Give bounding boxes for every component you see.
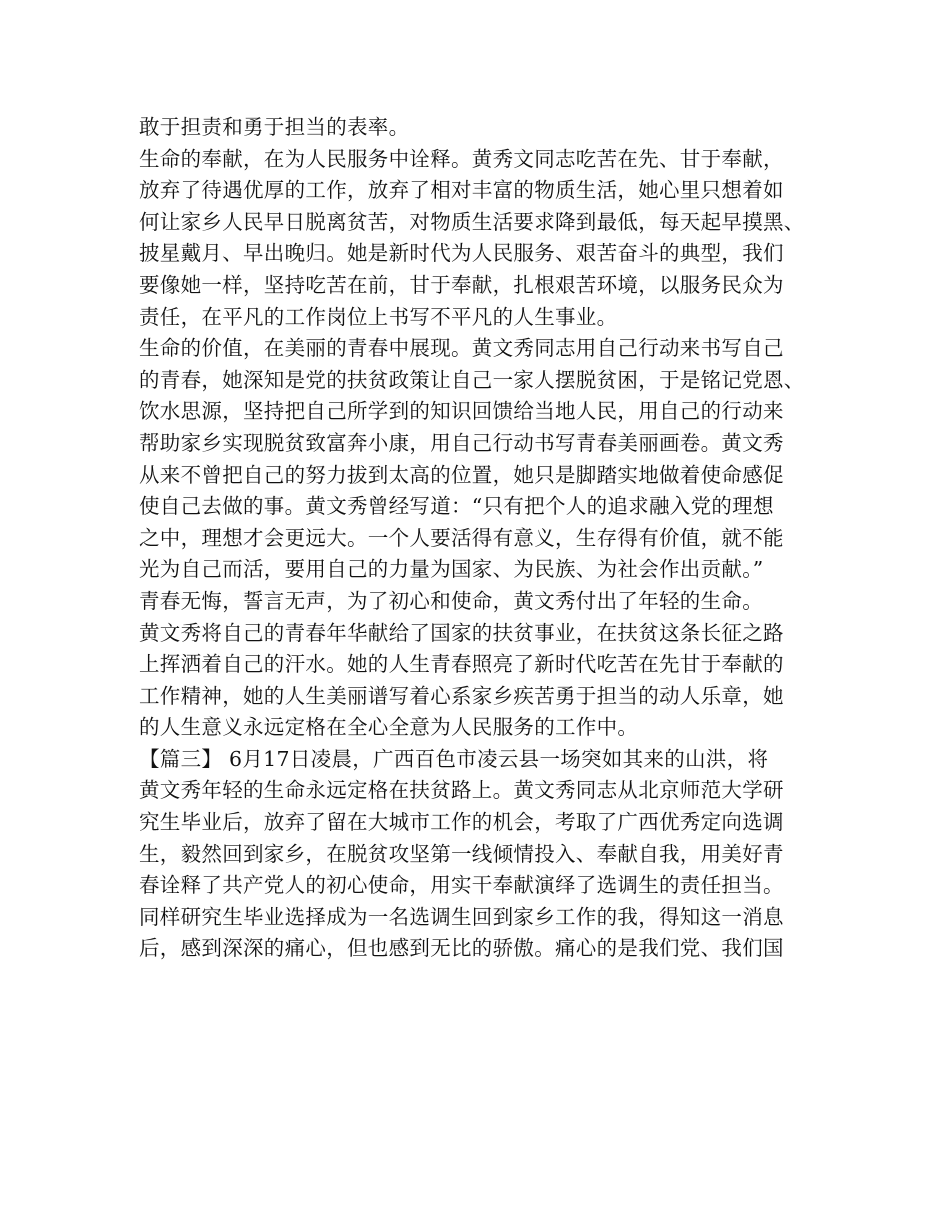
text-line: 要像她一样，坚持吃苦在前，甘于奉献，扎根艰苦环境，以服务民众为 <box>139 272 784 297</box>
text-line: 责任，在平凡的工作岗位上书写不平凡的人生事业。 <box>139 304 618 329</box>
text-line: 帮助家乡实现脱贫致富奔小康，用自己行动书写青春美丽画卷。黄文秀 <box>139 430 784 455</box>
text-line: 工作精神，她的人生美丽谱写着心系家乡疾苦勇于担当的动人乐章，她 <box>139 683 784 708</box>
body-text <box>139 112 829 965</box>
text-line: 从来不曾把自己的努力拔到太高的位置，她只是脚踏实地做着使命感促 <box>139 462 784 487</box>
text-line: 黄文秀年轻的生命永远定格在扶贫路上。黄文秀同志从北京师范大学研 <box>139 778 784 803</box>
text-line: 放弃了待遇优厚的工作，放弃了相对丰富的物质生活，她心里只想着如 <box>139 178 784 203</box>
text-line: 生命的价值，在美丽的青春中展现。黄文秀同志用自己行动来书写自己 <box>139 336 784 361</box>
text-line: 究生毕业后，放弃了留在大城市工作的机会，考取了广西优秀定向选调 <box>139 810 784 835</box>
text-line: 光为自己而活，要用自己的力量为国家、为民族、为社会作出贡献。” <box>139 557 764 582</box>
text-line: 使自己去做的事。黄文秀曾经写道：“只有把个人的追求融入党的理想 <box>139 494 774 519</box>
text-line: 生，毅然回到家乡，在脱贫攻坚第一线倾情投入、奉献自我，用美好青 <box>139 841 784 866</box>
text-line: 春诠释了共产党人的初心使命，用实干奉献演绎了选调生的责任担当。 <box>139 873 784 898</box>
text-line: 何让家乡人民早日脱离贫苦，对物质生活要求降到最低，每天起早摸黑、 <box>139 209 805 234</box>
text-line: 青春无悔，誓言无声，为了初心和使命，黄文秀付出了年轻的生命。 <box>139 588 763 613</box>
text-line: 之中，理想才会更远大。一个人要活得有意义，生存得有价值，就不能 <box>139 525 784 550</box>
text-line: 【篇三】 6月17日凌晨，广西百色市凌云县一场突如其来的山洪，将 <box>139 746 769 771</box>
text-line: 同样研究生毕业选择成为一名选调生回到家乡工作的我，得知这一消息 <box>139 904 784 929</box>
text-line: 的青春，她深知是党的扶贫政策让自己一家人摆脱贫困，于是铭记党恩、 <box>139 367 805 392</box>
text-line: 黄文秀将自己的青春年华献给了国家的扶贫事业，在扶贫这条长征之路 <box>139 620 784 645</box>
text-line: 后，感到深深的痛心，但也感到无比的骄傲。痛心的是我们党、我们国 <box>139 936 784 961</box>
text-line: 上挥洒着自己的汗水。她的人生青春照亮了新时代吃苦在先甘于奉献的 <box>139 652 784 677</box>
text-line: 的人生意义永远定格在全心全意为人民服务的工作中。 <box>139 715 639 740</box>
text-line: 披星戴月、早出晚归。她是新时代为人民服务、艰苦奋斗的典型，我们 <box>139 241 784 266</box>
text-line: 敢于担责和勇于担当的表率。 <box>139 115 410 139</box>
text-line: 生命的奉献，在为人民服务中诠释。黄秀文同志吃苦在先、甘于奉献， <box>139 146 784 171</box>
text-line: 饮水思源，坚持把自己所学到的知识回馈给当地人民，用自己的行动来 <box>139 399 784 424</box>
